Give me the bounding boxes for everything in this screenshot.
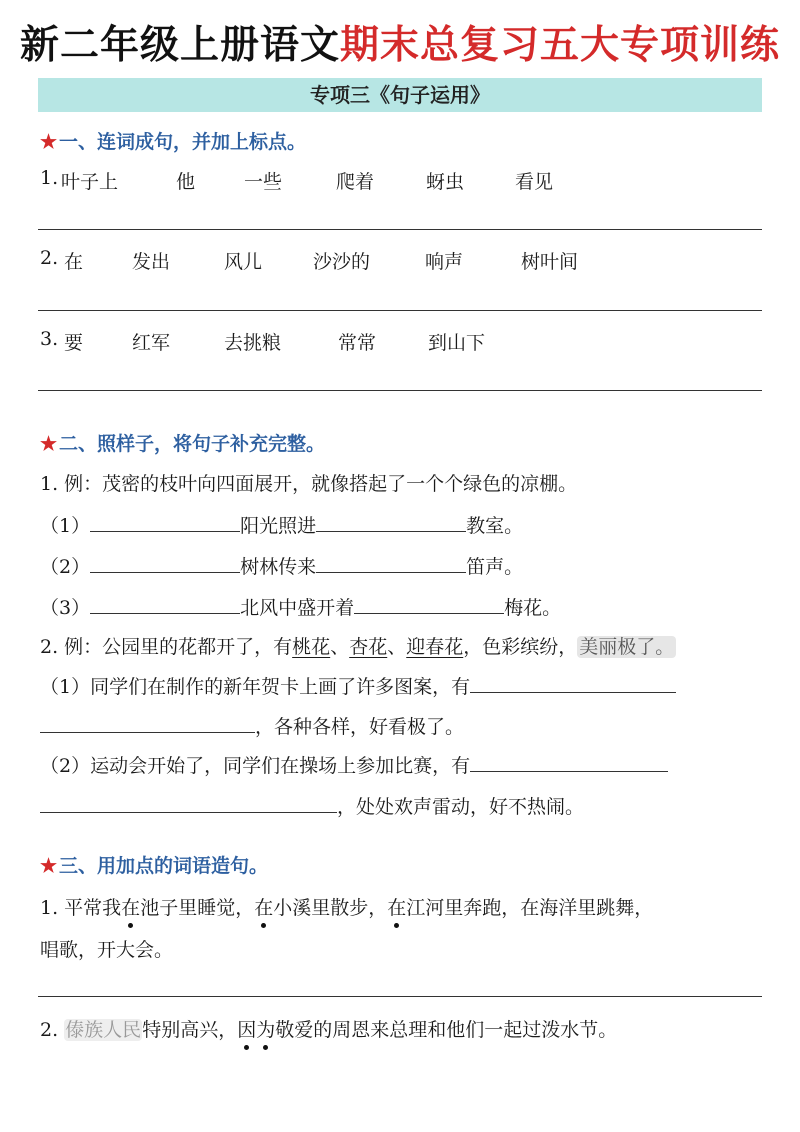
- item-end: 梅花。: [504, 597, 562, 619]
- dotted-word: 在: [387, 897, 407, 919]
- word-card: 沙沙的: [313, 251, 371, 273]
- sentence-1-line-1: [40, 893, 653, 920]
- blank-field[interactable]: [90, 511, 240, 532]
- word-card: 要: [64, 332, 84, 354]
- fill-item: [40, 511, 523, 538]
- dotted-word: 在: [121, 897, 141, 919]
- answer-line[interactable]: [38, 996, 762, 997]
- word-card: 爬着: [336, 171, 375, 193]
- question-number: 1.: [40, 167, 59, 189]
- word-card: 树叶间: [521, 251, 579, 273]
- fill-item: [40, 672, 676, 699]
- example-flower: 桃花: [292, 636, 331, 658]
- item-end: 笛声。: [466, 556, 524, 578]
- star-icon: ★: [40, 433, 58, 455]
- example-flower: 杏花: [349, 636, 388, 658]
- section-3-title: 三、用加点的词语造句。: [59, 855, 269, 877]
- item-middle: 阳光照进: [240, 515, 317, 537]
- section-1-heading: [40, 127, 306, 154]
- title-grade: 新二年级上册语文: [19, 23, 340, 68]
- word-card: 去挑粮: [224, 332, 282, 354]
- blank-field[interactable]: [90, 552, 240, 573]
- item-middle: 北风中盛开着: [240, 597, 355, 619]
- star-icon: ★: [40, 855, 58, 877]
- dotted-word: 因: [237, 1019, 257, 1041]
- text-run: 江河里奔跑，在海洋里跳舞，: [406, 897, 654, 919]
- item-text: （2）运动会开始了，同学们在操场上参加比赛，有: [40, 755, 471, 777]
- item-number: （3）: [40, 597, 91, 619]
- word-card: 发出: [132, 251, 171, 273]
- separator: 、: [387, 636, 407, 658]
- section-2-title: 二、照样子，将句子补充完整。: [59, 433, 326, 455]
- fill-item-continued: [40, 792, 584, 819]
- word-card: 一些: [244, 171, 283, 193]
- blank-field[interactable]: [316, 511, 466, 532]
- item-end: 教室。: [466, 515, 524, 537]
- blank-field[interactable]: [354, 593, 504, 614]
- blank-field[interactable]: [470, 672, 676, 693]
- word-card: 蚜虫: [426, 171, 465, 193]
- star-icon: ★: [40, 131, 58, 153]
- section-1-title: 一、连词成句，并加上标点。: [59, 131, 307, 153]
- section-3-heading: [40, 851, 268, 878]
- word-card: 红军: [132, 332, 171, 354]
- sentence-2: [40, 1015, 617, 1042]
- blank-field[interactable]: [40, 712, 255, 733]
- blank-field[interactable]: [470, 751, 668, 772]
- word-card: 叶子上: [61, 171, 119, 193]
- word-card: 看见: [515, 171, 554, 193]
- question-number: 3.: [40, 328, 59, 350]
- fill-item-continued: [40, 712, 464, 739]
- example-sentence-2: [40, 632, 676, 659]
- title-review: 期末总复习五大专项训练: [340, 23, 781, 68]
- fill-item: [40, 552, 523, 579]
- blank-field[interactable]: [316, 552, 466, 573]
- fill-item: [40, 593, 561, 620]
- item-number: （2）: [40, 556, 91, 578]
- sentence-1-line-2: 唱歌，开大会。: [40, 939, 174, 961]
- topic-banner: 专项三《句子运用》: [38, 78, 762, 112]
- text-run: 傣族人民: [65, 1019, 142, 1041]
- section-2-heading: [40, 429, 325, 456]
- page-title: [0, 14, 800, 70]
- question-number: 2.: [40, 247, 59, 269]
- word-card: 常常: [338, 332, 377, 354]
- item-text: （1）同学们在制作的新年贺卡上画了许多图案，有: [40, 676, 471, 698]
- item-number: （1）: [40, 515, 91, 537]
- word-card: 他: [176, 171, 196, 193]
- example-middle: ，色彩缤纷，: [463, 636, 578, 658]
- dotted-word: 为: [256, 1019, 276, 1041]
- blank-field[interactable]: [40, 792, 337, 813]
- text-run: 小溪里散步，: [273, 897, 388, 919]
- text-run: 1. 平常我: [40, 897, 122, 919]
- example-prefix: 2. 例：公园里的花都开了，有: [40, 636, 293, 658]
- blank-field[interactable]: [90, 593, 240, 614]
- word-card: 到山下: [428, 332, 486, 354]
- text-run: 池子里睡觉，: [140, 897, 255, 919]
- fill-item: [40, 751, 668, 778]
- example-sentence-1: 1. 例：茂密的枝叶向四面展开，就像搭起了一个个绿色的凉棚。: [40, 473, 578, 495]
- answer-line[interactable]: [38, 390, 762, 391]
- example-end: 美丽极了。: [579, 636, 675, 658]
- example-flower: 迎春花: [406, 636, 464, 658]
- item-tail: ，各种各样，好看极了。: [255, 716, 465, 738]
- text-run: 2.: [40, 1019, 65, 1041]
- word-card: 在: [64, 251, 84, 273]
- text-run: 敬爱的周恩来总理和他们一起过泼水节。: [275, 1019, 618, 1041]
- answer-line[interactable]: [38, 310, 762, 311]
- answer-line[interactable]: [38, 229, 762, 230]
- dotted-word: 在: [254, 897, 274, 919]
- word-card: 风儿: [224, 251, 263, 273]
- separator: 、: [330, 636, 350, 658]
- text-run: 特别高兴，: [142, 1019, 238, 1041]
- item-middle: 树林传来: [240, 556, 317, 578]
- word-card: 响声: [425, 251, 464, 273]
- item-tail: ，处处欢声雷动，好不热闹。: [337, 796, 585, 818]
